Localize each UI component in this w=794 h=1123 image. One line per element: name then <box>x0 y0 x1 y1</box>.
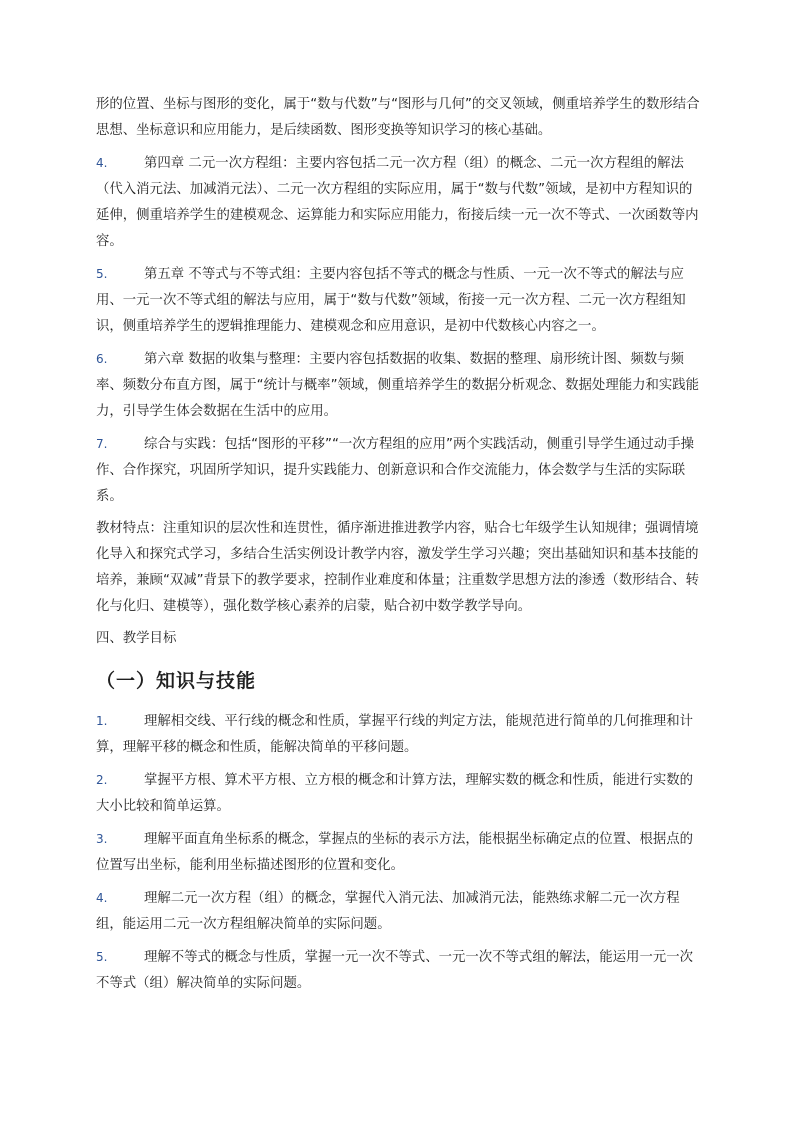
list-text: 第五章 不等式与不等式组：主要内容包括不等式的概念与性质、一元一次不等式的解法与应用、一元一次不等式组的解法与应用，属于“数与代数”领域，衔接一元一次方程、二元一次方程组知识，侧重培养学生的逻辑推理能力、建模观念和应用意识，是初中代数核心内容之一。 <box>96 267 686 334</box>
features-paragraph: 教材特点：注重知识的层次性和连贯性，循序渐进推进教学内容，贴合七年级学生认知规律；强调情境化导入和探究式学习，多结合生活实例设计教学内容，激发学生学习兴趣；突出基础知识和基本技能的培养，兼顾“双减”背景下的教学要求，控制作业难度和体量；注重数学思想方法的渗透（数形结合、转化与化归、建模等），强化数学核心素养的启蒙，贴合初中数学教学导向。 <box>96 521 700 614</box>
list-text: 理解二元一次方程（组）的概念，掌握代入消元法、加减消元法，能熟练求解二元一次方程组，能运用二元一次方程组解决简单的实际问题。 <box>96 891 680 932</box>
continuation-paragraph: 形的位置、坐标与图形的变化，属于“数与代数”与“图形与几何”的交叉领域，侧重培养学生的数形结合思想、坐标意识和应用能力，是后续函数、图形变换等知识学习的核心基础。 <box>96 97 700 138</box>
list-item <box>96 944 702 997</box>
list-text: 第六章 数据的收集与整理：主要内容包括数据的收集、数据的整理、扇形统计图、频数与频率、频数分布直方图，属于“统计与概率”领域，侧重培养学生的数据分析观念、数据处理能力和实践能力，引导学生体会数据在生活中的应用。 <box>96 352 700 419</box>
section-title: 四、教学目标 <box>96 631 177 646</box>
list-item <box>96 826 702 879</box>
list-number: 1. <box>96 714 108 728</box>
list-number: 2. <box>96 773 108 787</box>
list-text: 理解相交线、平行线的概念和性质，掌握平行线的判定方法，能规范进行简单的几何推理和计算，理解平移的概念和性质，能解决简单的平移问题。 <box>96 714 694 755</box>
document-page <box>96 92 702 1003</box>
list-number: 5. <box>96 950 108 964</box>
chapter-list <box>96 150 702 510</box>
list-item <box>96 346 702 425</box>
list-item <box>96 708 702 761</box>
list-item <box>96 150 702 255</box>
list-text: 第四章 二元一次方程组：主要内容包括二元一次方程（组）的概念、二元一次方程组的解法（代入消元法、加减消元法）、二元一次方程组的实际应用，属于“数与代数”领域，是初中方程知识的延伸，侧重培养学生的建模观念、运算能力和实际应用能力，衔接后续一元一次不等式、一次函数等内容。 <box>96 156 699 249</box>
list-item <box>96 767 702 820</box>
list-item <box>96 431 702 510</box>
list-number: 6. <box>96 352 108 366</box>
list-text: 理解不等式的概念与性质，掌握一元一次不等式、一元一次不等式组的解法，能运用一元一次不等式（组）解决简单的实际问题。 <box>96 950 694 991</box>
list-number: 3. <box>96 832 108 846</box>
goals-list <box>96 708 702 997</box>
list-text: 掌握平方根、算术平方根、立方根的概念和计算方法，理解实数的概念和性质，能进行实数的大小比较和简单运算。 <box>96 773 694 814</box>
list-text: 理解平面直角坐标系的概念，掌握点的坐标的表示方法，能根据坐标确定点的位置、根据点的位置写出坐标，能利用坐标描述图形的位置和变化。 <box>96 832 694 873</box>
list-text: 综合与实践：包括“图形的平移”“一次方程组的应用”两个实践活动，侧重引导学生通过动手操作、合作探究，巩固所学知识，提升实践能力、创新意识和合作交流能力，体会数学与生活的实际联系。 <box>96 437 694 504</box>
list-item <box>96 885 702 938</box>
list-number: 4. <box>96 156 108 170</box>
list-number: 5. <box>96 267 108 281</box>
subsection-heading: （一）知识与技能 <box>96 670 257 692</box>
list-item <box>96 261 702 340</box>
list-number: 4. <box>96 891 108 905</box>
list-number: 7. <box>96 437 108 451</box>
